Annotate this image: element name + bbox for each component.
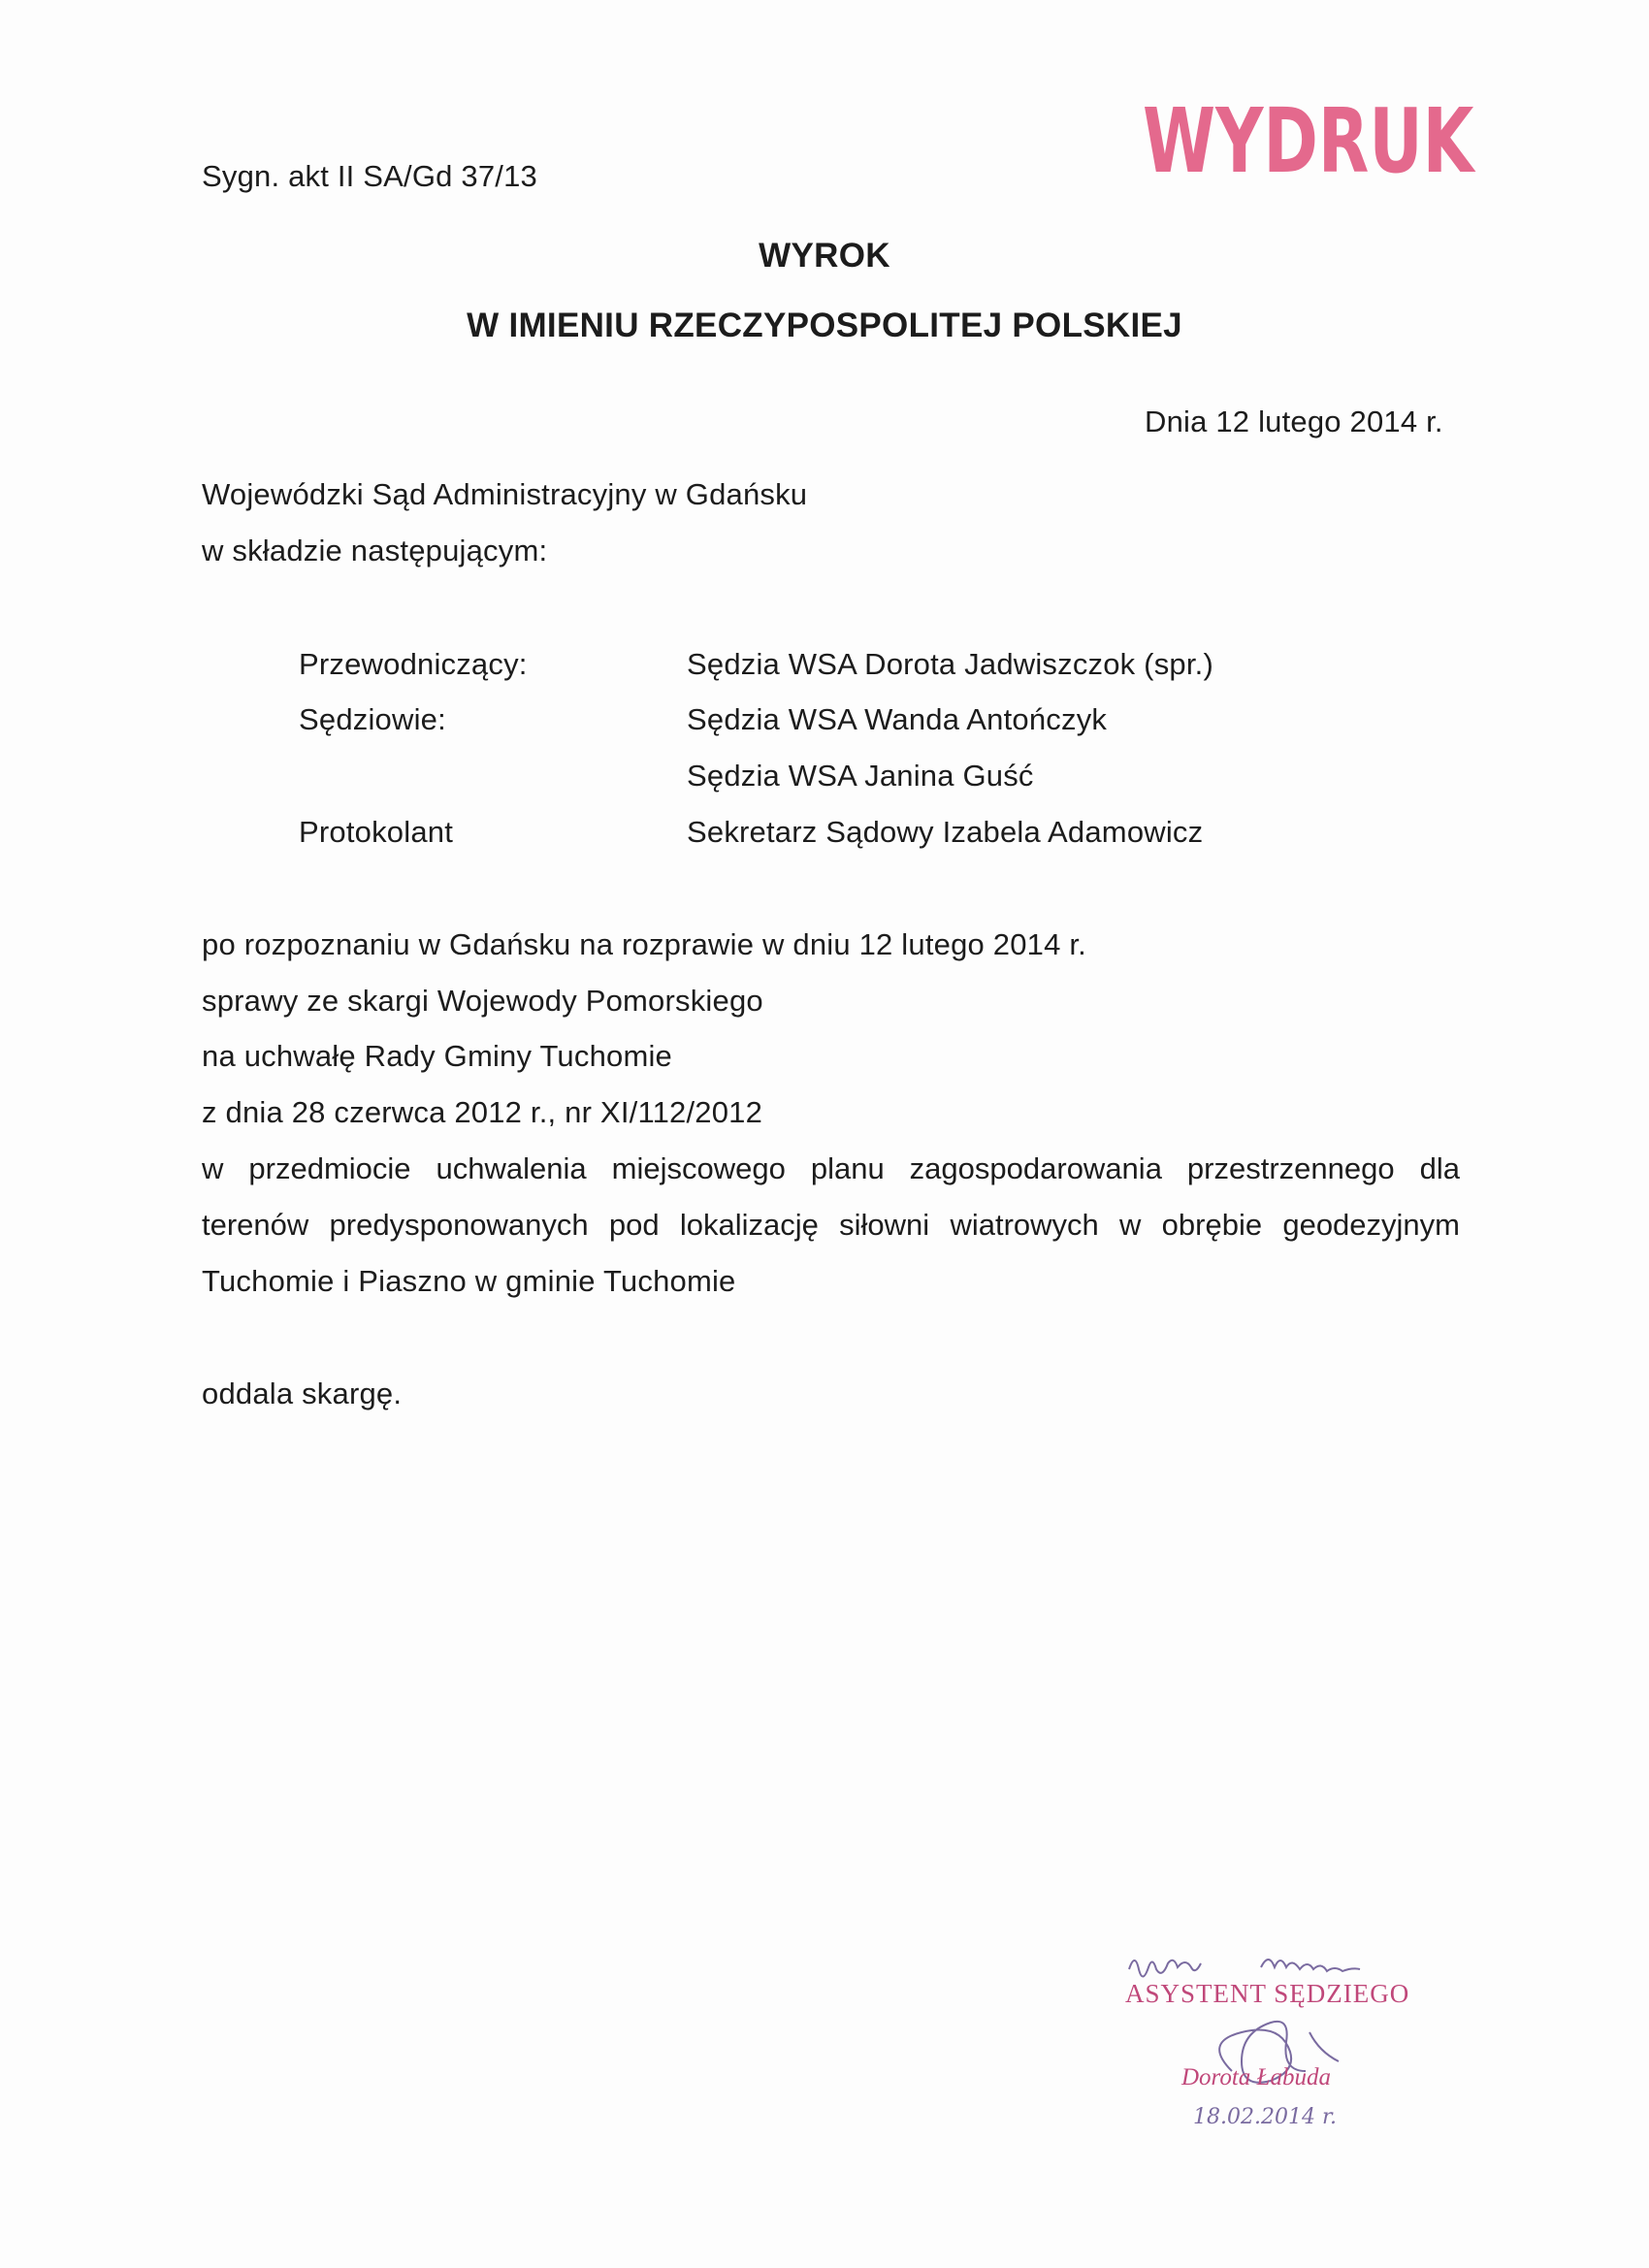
body-line: terenów predysponowanych pod lokalizację siłowni wiatrowych w obrębie geodezyjnym <box>202 1208 1460 1242</box>
composition-person: Sędzia WSA Wanda Antończyk <box>687 702 1108 736</box>
body-line: sprawy ze skargi Wojewody Pomorskiego <box>202 984 763 1018</box>
judgment-date: Dnia 12 lutego 2014 r. <box>1145 405 1443 438</box>
composition-role: Protokolant <box>299 815 454 849</box>
composition-person: Sędzia WSA Janina Guść <box>687 759 1034 793</box>
judgment-title: WYROK <box>759 237 890 275</box>
composition-role: Sędziowie: <box>299 702 446 736</box>
body-line: na uchwałę Rady Gminy Tuchomie <box>202 1039 673 1073</box>
verdict: oddala skargę. <box>202 1377 403 1410</box>
body-line: po rozpoznaniu w Gdańsku na rozprawie w dniu 12 lutego 2014 r. <box>202 927 1086 961</box>
body-line: w przedmiocie uchwalenia miejscowego planu zagospodarowania przestrzennego dla <box>202 1151 1460 1185</box>
composition-person: Sekretarz Sądowy Izabela Adamowicz <box>687 815 1204 849</box>
judgment-subtitle: W IMIENIU RZECZYPOSPOLITEJ POLSKIEJ <box>467 307 1182 344</box>
case-number: Sygn. akt II SA/Gd 37/13 <box>202 159 537 193</box>
assistant-signature-stamp <box>1116 1940 1436 2144</box>
composition-role: Przewodniczący: <box>299 647 528 681</box>
court-composition-intro: w składzie następującym: <box>202 534 548 567</box>
signature-name: Dorota Łabuda <box>1181 2064 1331 2090</box>
signature-role: ASYSTENT SĘDZIEGO <box>1125 1979 1410 2008</box>
signature-date: 18.02.2014 r. <box>1193 2105 1338 2129</box>
composition-person: Sędzia WSA Dorota Jadwiszczok (spr.) <box>687 647 1213 681</box>
body-line: z dnia 28 czerwca 2012 r., nr XI/112/2012 <box>202 1095 763 1129</box>
body-line: Tuchomie i Piaszno w gminie Tuchomie <box>202 1264 736 1298</box>
court-name: Wojewódzki Sąd Administracyjny w Gdańsku <box>202 477 808 511</box>
printout-stamp: WYDRUK <box>1143 89 1474 193</box>
